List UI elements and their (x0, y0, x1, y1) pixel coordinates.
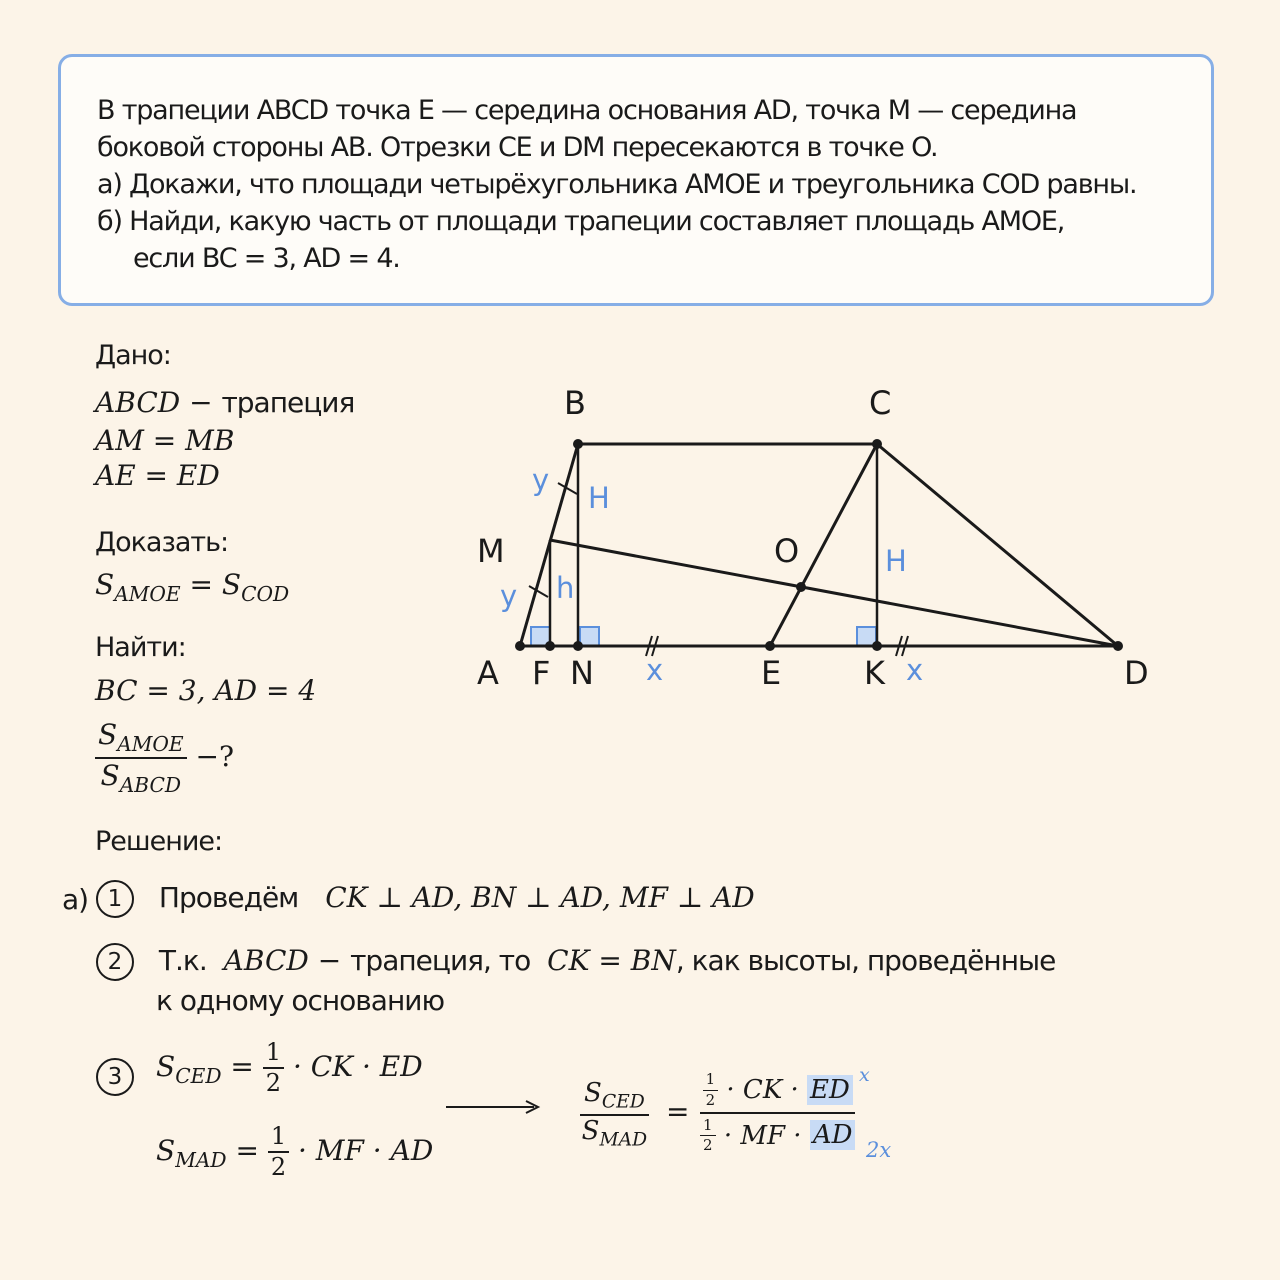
find-heading: Найти: (95, 632, 186, 663)
label-K: K (864, 654, 885, 692)
label-x-left: x (646, 653, 664, 687)
ratio-fraction: $\frac{S_{CED}}{S_{MAD}}$ (581, 1078, 648, 1151)
step-2-tk: Т.к. (158, 944, 207, 977)
label-h: h (556, 571, 575, 605)
label-N: N (570, 654, 594, 692)
given-abcd: ABCD (95, 386, 181, 419)
prove-heading: Доказать: (95, 527, 229, 558)
label-D: D (1124, 654, 1149, 692)
point-F (545, 641, 555, 651)
problem-line-3: а) Докажи, что площади четырёхугольника AMOE и треугольника COD равны. (97, 169, 1137, 200)
find-fraction: $\frac{S_{AMOE}}{S_{ABCD}}$ (95, 720, 187, 796)
side-CD (877, 444, 1118, 646)
note-x: x (859, 1064, 870, 1086)
step-1-number: 1 (96, 880, 134, 918)
label-y-upper: y (532, 463, 550, 497)
find-values: BC = 3, AD = 4 (95, 674, 317, 707)
formula-S-MAD: $S_{MAD}$ = $\frac{1}{2}$ · MF · AD (156, 1122, 434, 1182)
label-E: E (761, 654, 782, 692)
right-angle-N (580, 627, 599, 646)
step-1 (96, 880, 755, 918)
point-C (872, 439, 882, 449)
step-2-number: 2 (96, 943, 134, 981)
given-trapezoid-word: трапеция (221, 386, 355, 419)
problem-line-2: боковой стороны AB. Отрезки CE и DM пересекаются в точке O. (97, 132, 938, 163)
ratio-expanded: $\frac{1}{2}$ · CK · ED $\frac{1}{2}$ · MF · AD (700, 1072, 855, 1154)
point-O (796, 582, 806, 592)
part-a-label: а) (62, 883, 89, 916)
step-2-ck-bn: CK = BN (547, 944, 676, 977)
note-2x: 2x (866, 1138, 892, 1162)
arrow-icon (444, 1098, 544, 1116)
step-2-line-2: к одному основанию (156, 984, 445, 1017)
highlight-AD: AD (810, 1120, 856, 1150)
point-N (573, 641, 583, 651)
step-1-math: CK ⊥ AD, BN ⊥ AD, MF ⊥ AD (325, 881, 755, 914)
find-question: −? (186, 740, 234, 774)
problem-line-5: если BC = 3, AD = 4. (133, 243, 400, 274)
point-D (1113, 641, 1123, 651)
step-2: 2 Т.к. ABCD − трапеция, то CK = BN, как высоты, проведённые (96, 943, 1055, 981)
given-dash: − (180, 386, 222, 419)
label-B: B (564, 384, 586, 422)
prove-statement: $S_{AMOE} = S_{COD}$ (95, 568, 290, 607)
step-3-number: 3 (96, 1058, 134, 1096)
segment-MD (550, 540, 1118, 646)
given-line-2: AM = MB (95, 424, 235, 457)
label-F: F (532, 654, 551, 692)
step-1-text: Проведём (158, 881, 299, 914)
ratio-equals: = (666, 1095, 690, 1128)
point-A (515, 641, 525, 651)
point-K (872, 641, 882, 651)
point-B (573, 439, 583, 449)
highlight-ED: ED (807, 1075, 853, 1105)
step-2-reason: , как высоты, проведённые (675, 944, 1056, 977)
problem-line-1: В трапеции ABCD точка E — середина основания AD, точка M — середина (97, 95, 1077, 126)
solution-heading: Решение: (95, 826, 223, 857)
label-M: M (477, 532, 505, 570)
problem-line-4: б) Найди, какую часть от площади трапеции составляет площадь AMOE, (97, 206, 1065, 237)
formula-S-CED: $S_{CED}$ = $\frac{1}{2}$ · CK · ED (156, 1038, 423, 1098)
point-E (765, 641, 775, 651)
step-2-trapezoid: трапеция, то (350, 944, 531, 977)
given-line-3: AE = ED (95, 459, 220, 492)
tick-AM (529, 586, 548, 597)
step-3-number-wrap (96, 1058, 134, 1096)
label-y-lower: y (500, 579, 518, 613)
label-H-right: H (885, 544, 907, 578)
label-A: A (477, 654, 499, 692)
label-H-left: H (588, 481, 610, 515)
label-x-right: x (906, 653, 924, 687)
given-heading: Дано: (95, 340, 171, 371)
step-2-abcd: ABCD (223, 944, 309, 977)
label-C: C (869, 384, 892, 422)
label-O: O (774, 532, 800, 570)
